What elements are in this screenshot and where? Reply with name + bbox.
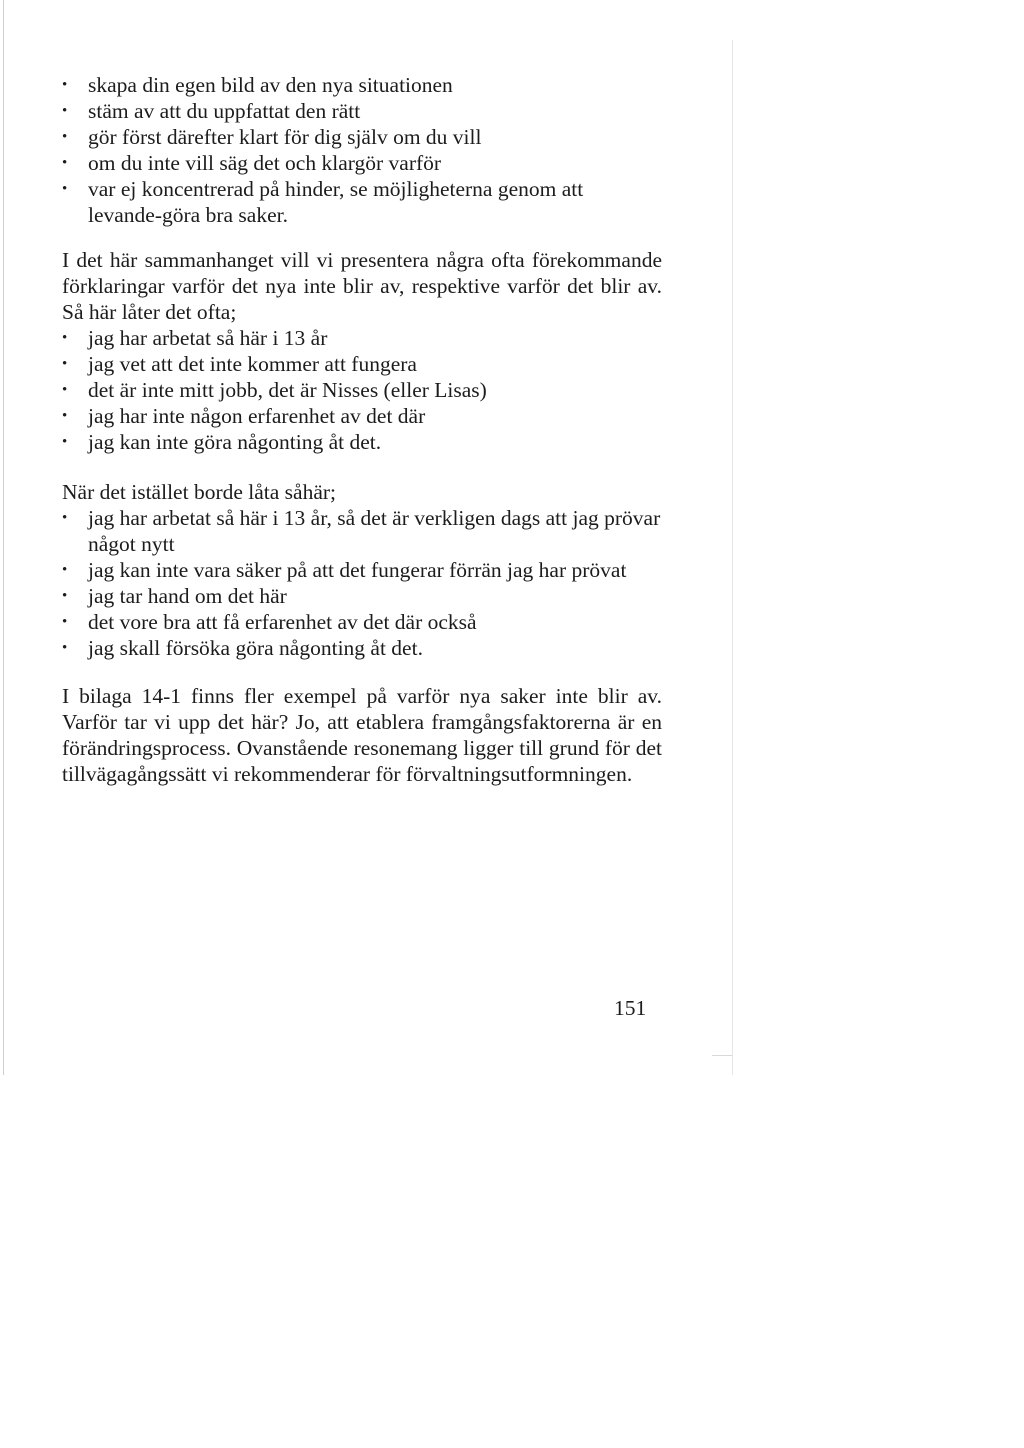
list-item (62, 403, 662, 429)
list-item-text: jag har arbetat så här i 13 år, så det är verkligen dags att jag prövar något nytt (88, 506, 661, 556)
bullet-icon: • (62, 640, 68, 656)
list-item-text: det vore bra att få erfarenhet av det där också (88, 610, 477, 634)
scan-edge-mark (712, 1055, 732, 1056)
list-item-text: jag vet att det inte kommer att fungera (88, 352, 417, 376)
list-item (62, 505, 662, 557)
scan-edge-right (732, 40, 733, 1075)
paragraph-explanations-intro: I det här sammanhanget vill vi presentera några ofta förekommande förklaringar varför det nya inte blir av, respektive varför det blir av. Så här låter det ofta; (62, 248, 662, 324)
list-item (62, 176, 662, 228)
bullet-icon: • (62, 408, 68, 424)
list-item (62, 557, 662, 583)
bullet-list-positive-statements (62, 505, 662, 661)
list-item-text: jag tar hand om det här (88, 584, 287, 608)
list-item (62, 583, 662, 609)
bullet-icon: • (62, 155, 68, 171)
bullet-icon: • (62, 434, 68, 450)
list-item (62, 325, 662, 351)
list-item (62, 351, 662, 377)
list-item-text: jag har arbetat så här i 13 år (88, 326, 328, 350)
bullet-icon: • (62, 129, 68, 145)
bullet-icon: • (62, 382, 68, 398)
list-item (62, 98, 662, 124)
list-item (62, 429, 662, 455)
bullet-icon: • (62, 330, 68, 346)
bullet-icon: • (62, 562, 68, 578)
page-number: 151 (614, 996, 647, 1020)
list-item-text: skapa din egen bild av den nya situationen (88, 73, 453, 97)
list-item-text: jag kan inte vara säker på att det fungerar förrän jag har prövat (88, 558, 627, 582)
list-item-text: jag har inte någon erfarenhet av det där (88, 404, 426, 428)
scan-edge-left (3, 0, 4, 1075)
list-item-text: stäm av att du uppfattat den rätt (88, 99, 361, 123)
list-item-text: jag kan inte göra någonting åt det. (88, 430, 382, 454)
list-item-text: om du inte vill säg det och klargör varför (88, 151, 442, 175)
bullet-list-negative-statements (62, 325, 662, 455)
list-item (62, 124, 662, 150)
document-body (62, 72, 662, 787)
list-item (62, 72, 662, 98)
list-item (62, 635, 662, 661)
paragraph-conclusion: I bilaga 14-1 finns fler exempel på varför nya saker inte blir av. Varför tar vi upp det här? Jo, att etablera framgångsfaktorerna är en förändringsprocess. Ovanstående resonemang ligger till grund för det tillvägagångssätt vi rekommenderar för förvaltningsutformningen. (62, 684, 662, 786)
paragraph-instead-intro: När det istället borde låta såhär; (62, 480, 337, 504)
list-item-text: var ej koncentrerad på hinder, se möjligheterna genom att levande-göra bra saker. (88, 177, 584, 227)
bullet-icon: • (62, 588, 68, 604)
bullet-icon: • (62, 614, 68, 630)
bullet-list-steps (62, 72, 662, 228)
list-item-text: gör först därefter klart för dig själv om du vill (88, 125, 482, 149)
bullet-icon: • (62, 103, 68, 119)
list-item-text: det är inte mitt jobb, det är Nisses (eller Lisas) (88, 378, 487, 402)
list-item-text: jag skall försöka göra någonting åt det. (88, 636, 423, 660)
bullet-icon: • (62, 510, 68, 526)
list-item (62, 377, 662, 403)
bullet-icon: • (62, 356, 68, 372)
bullet-icon: • (62, 77, 68, 93)
list-item (62, 150, 662, 176)
bullet-icon: • (62, 181, 68, 197)
list-item (62, 609, 662, 635)
